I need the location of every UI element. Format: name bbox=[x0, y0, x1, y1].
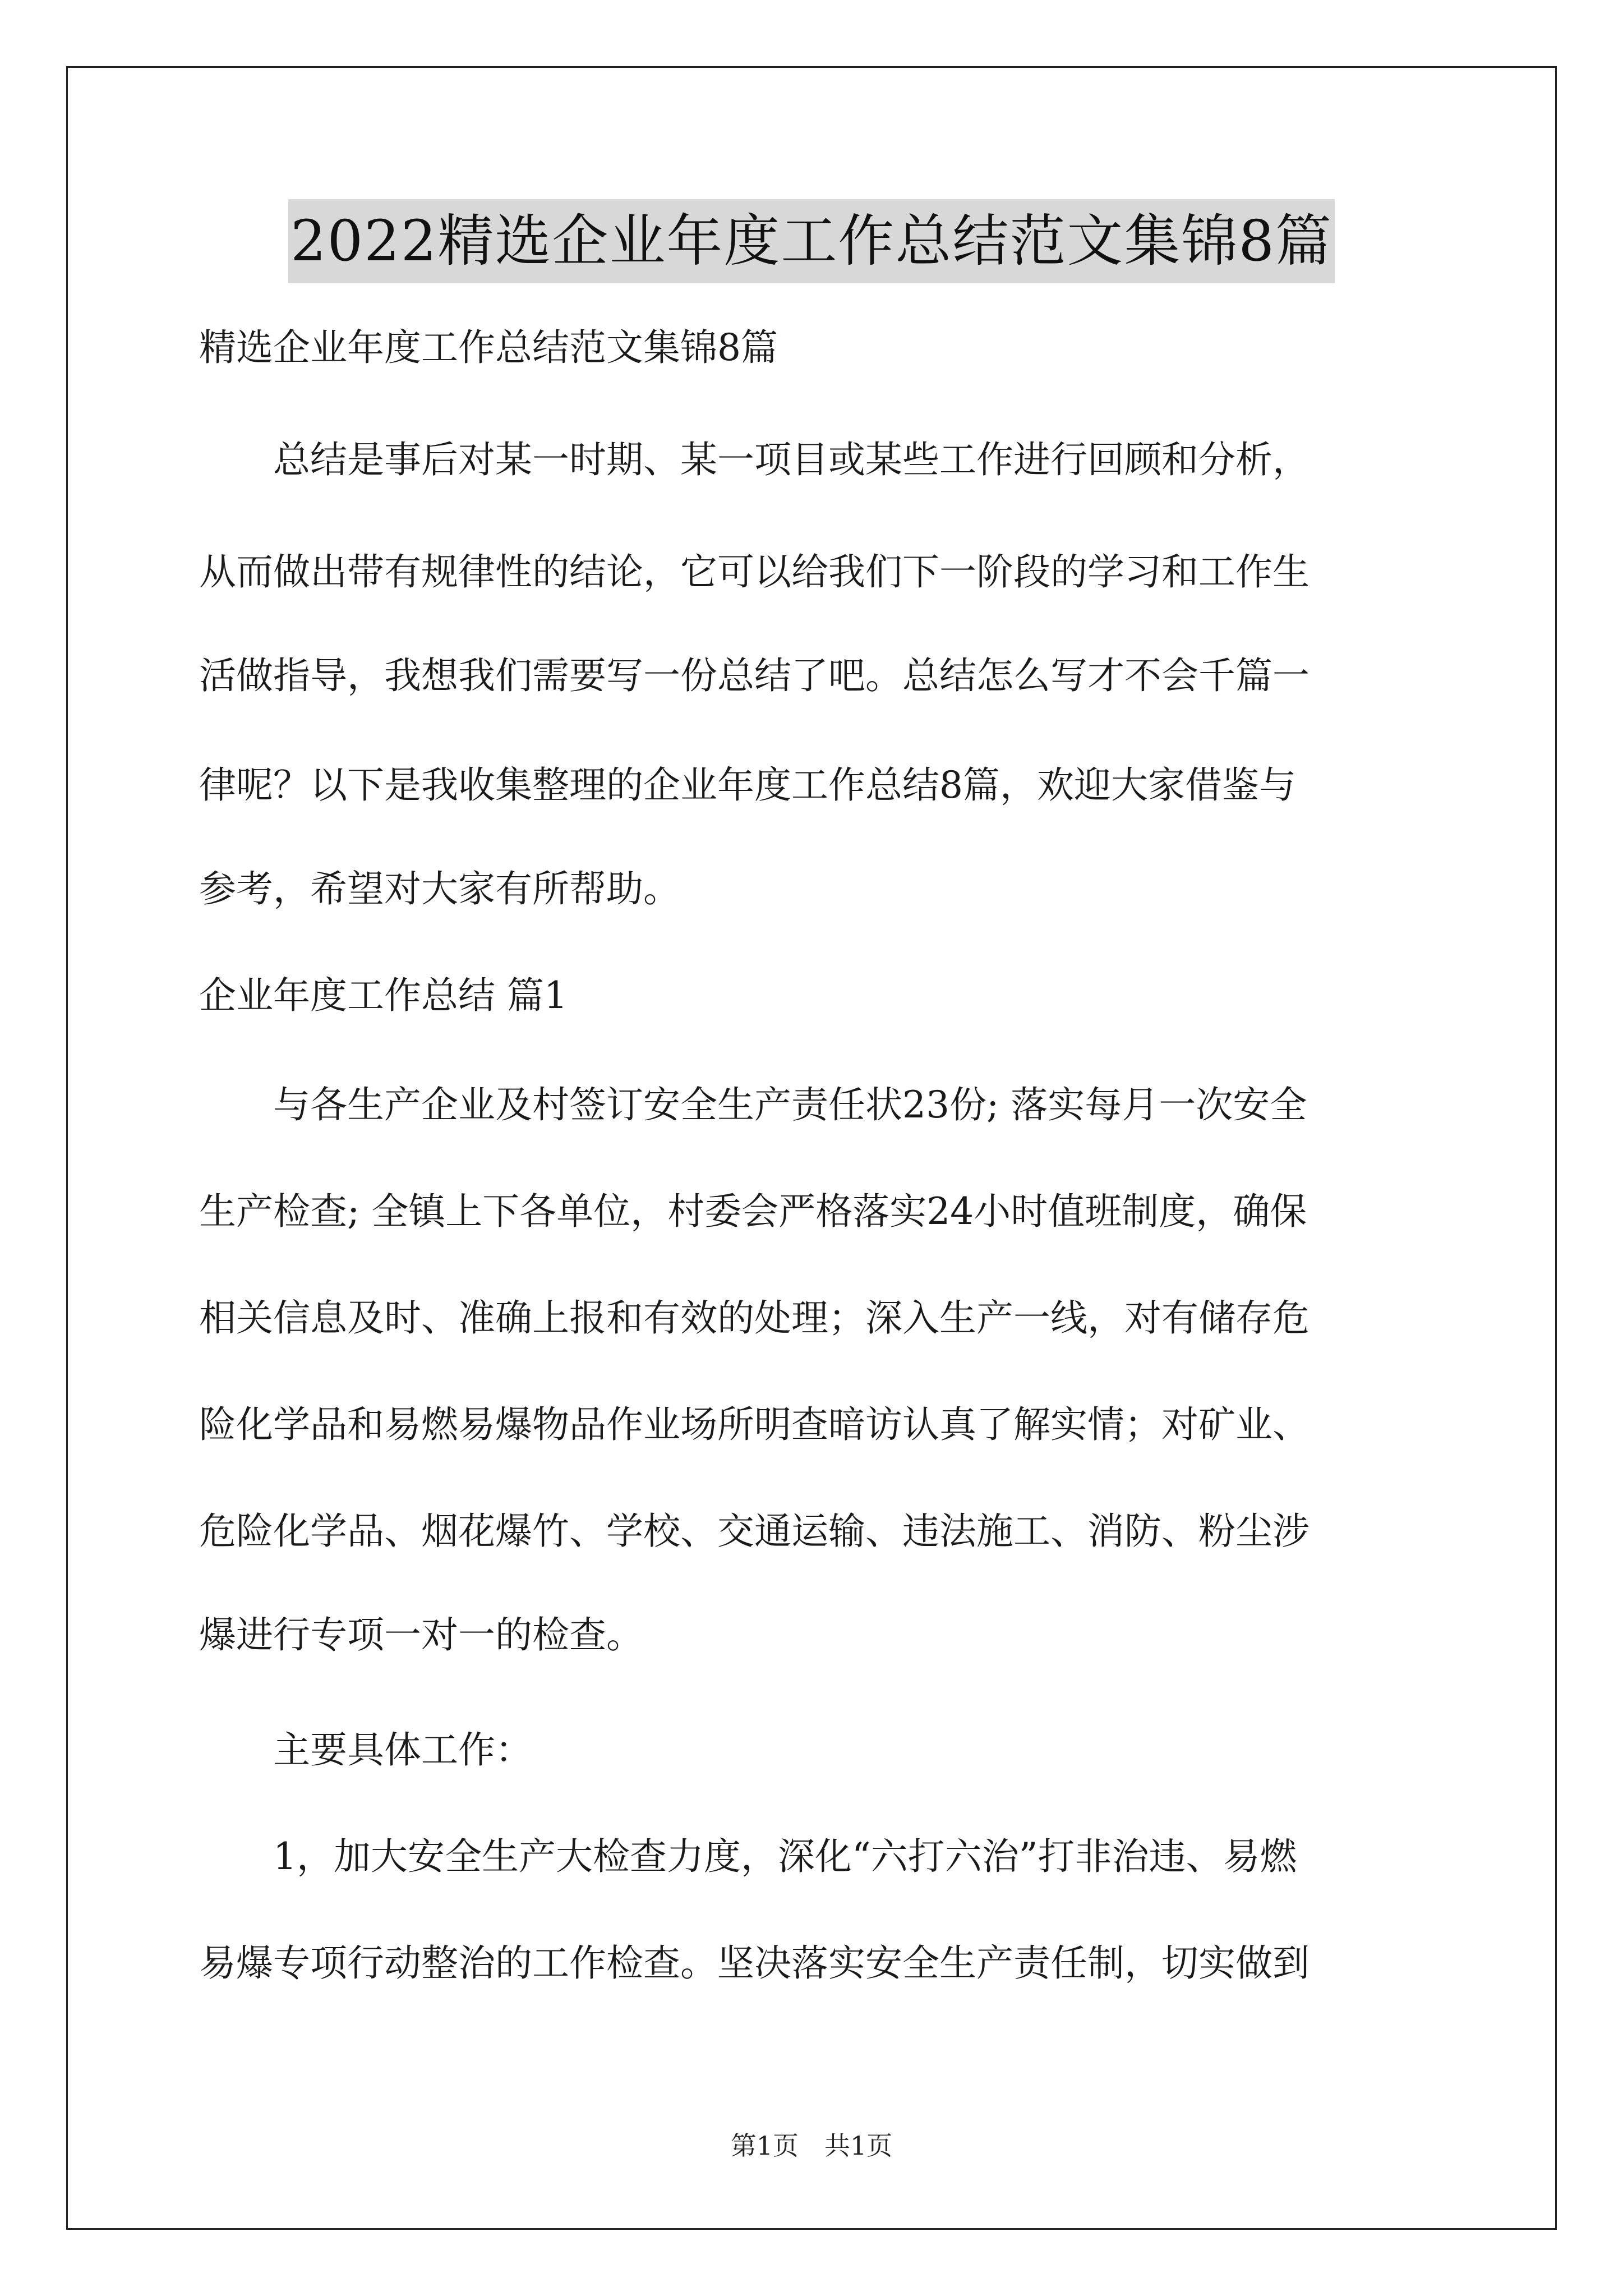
body-line: 主要具体工作： bbox=[199, 1728, 532, 1772]
document-title: 2022精选企业年度工作总结范文集锦8篇 bbox=[288, 199, 1335, 283]
subtitle-line: 精选企业年度工作总结范文集锦8篇 bbox=[199, 326, 778, 369]
page-number-footer: 第1页 共1页 bbox=[730, 2131, 893, 2161]
body-line: 易爆专项行动整治的工作检查。坚决落实安全生产责任制，切实做到 bbox=[199, 1941, 1310, 1985]
body-line: 危险化学品、烟花爆竹、学校、交通运输、违法施工、消防、粉尘涉 bbox=[199, 1510, 1310, 1553]
body-line: 活做指导，我想我们需要写一份总结了吧。总结怎么写才不会千篇一 bbox=[199, 654, 1310, 697]
body-line: 生产检查; 全镇上下各单位，村委会严格落实24小时值班制度，确保 bbox=[199, 1190, 1307, 1233]
body-line: 1，加大安全生产大检查力度，深化“六打六治”打非治违、易燃 bbox=[199, 1835, 1297, 1878]
title-container bbox=[0, 199, 1623, 283]
body-line: 爆进行专项一对一的检查。 bbox=[199, 1613, 643, 1657]
body-line: 险化学品和易燃易爆物品作业场所明查暗访认真了解实情；对矿业、 bbox=[199, 1403, 1310, 1446]
body-line: 律呢？以下是我收集整理的企业年度工作总结8篇，欢迎大家借鉴与 bbox=[199, 763, 1296, 807]
body-line: 参考，希望对大家有所帮助。 bbox=[199, 867, 680, 910]
page-border bbox=[66, 66, 1557, 2230]
body-line: 相关信息及时、准确上报和有效的处理；深入生产一线，对有储存危 bbox=[199, 1296, 1310, 1340]
body-line: 总结是事后对某一时期、某一项目或某些工作进行回顾和分析， bbox=[199, 438, 1310, 481]
body-line: 从而做出带有规律性的结论，它可以给我们下一阶段的学习和工作生 bbox=[199, 550, 1310, 593]
section-heading: 企业年度工作总结 篇1 bbox=[199, 974, 568, 1017]
body-line: 与各生产企业及村签订安全生产责任状23份; 落实每月一次安全 bbox=[199, 1083, 1307, 1126]
